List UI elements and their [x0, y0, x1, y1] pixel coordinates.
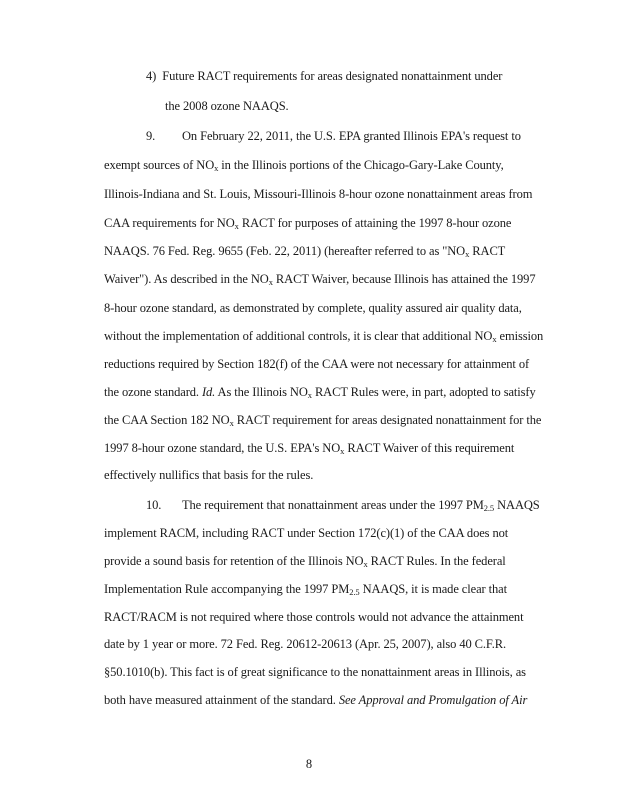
text-run: CAA requirements for NO	[104, 216, 235, 230]
text-run: NAAQS. 76 Fed. Reg. 9655 (Feb. 22, 2011) (hereafter referred to as "NO	[104, 244, 466, 258]
text-run: emission	[496, 329, 544, 343]
subscript: 2.5	[349, 587, 360, 597]
text-run: implement RACM, including RACT under Section 172(c)(1) of the CAA does not	[104, 526, 509, 540]
text-run: Waiver"). As described in the NO	[104, 272, 269, 286]
paragraph-9-line-5	[104, 243, 505, 259]
text-run: RACT Waiver of this requirement	[344, 441, 515, 455]
page-number: 8	[305, 757, 313, 771]
text-run: Future RACT requirements for areas designated nonattainment under	[162, 69, 503, 83]
text-run: both have measured attainment of the standard.	[104, 693, 339, 707]
paragraph-9-line-3	[104, 186, 532, 202]
text-run: Implementation Rule accompanying the 1997 PM	[104, 582, 350, 596]
list-item-4-continued	[165, 98, 289, 114]
paragraph-9-line-1	[146, 128, 521, 144]
text-run: §50.1010(b). This fact is of great significance to the nonattainment areas in Illinois, as	[104, 665, 526, 679]
text-run: See Approval and Promulgation of Air	[338, 693, 528, 707]
subscript: x	[465, 249, 470, 259]
paragraph-number: 10.	[146, 498, 162, 512]
paragraph-9-line-13	[104, 467, 313, 483]
list-item-4	[146, 68, 502, 84]
text-run: NAAQS, it is made clear that	[359, 582, 507, 596]
text-run: Id.	[201, 385, 216, 399]
paragraph-9-line-12	[104, 440, 514, 456]
text-run: the CAA Section 182 NO	[104, 413, 230, 427]
text-run: As the Illinois NO	[215, 385, 308, 399]
subscript: 2.5	[483, 503, 495, 513]
paragraph-9-line-7	[104, 300, 522, 316]
text-run: RACT Rules. In the federal	[367, 554, 506, 568]
subscript: x	[340, 446, 345, 456]
paragraph-10-line-3	[104, 553, 506, 569]
paragraph-10-line-6	[104, 636, 506, 652]
text-run: 8-hour ozone standard, as demonstrated by complete, quality assured air quality data,	[104, 301, 522, 315]
subscript: x	[307, 390, 312, 400]
subscript: x	[492, 334, 497, 344]
paragraph-9-line-6	[104, 271, 535, 287]
text-run: RACT for purposes of attaining the 1997 8-hour ozone	[238, 216, 512, 230]
text-run: the 2008 ozone NAAQS.	[165, 99, 289, 113]
subscript: x	[234, 221, 239, 231]
paragraph-10-line-7	[104, 664, 526, 680]
paragraph-9-line-4	[104, 215, 511, 231]
paragraph-9-line-10	[104, 384, 536, 400]
subscript: x	[229, 418, 234, 428]
paragraph-10-line-2	[104, 525, 508, 541]
paragraph-9-line-2	[104, 157, 504, 173]
paragraph-9-line-9	[104, 356, 529, 372]
text-run: 1997 8-hour ozone standard, the U.S. EPA's NO	[104, 441, 341, 455]
text-run: exempt sources of NO	[104, 158, 215, 172]
text-run: in the Illinois portions of the Chicago-Gary-Lake County,	[218, 158, 504, 172]
text-run: without the implementation of additional controls, it is clear that additional NO	[104, 329, 493, 343]
paragraph-9-line-11	[104, 412, 541, 428]
paragraph-number: 9.	[146, 129, 156, 143]
paragraph-10-line-4	[104, 581, 507, 597]
text-run: 4)	[146, 69, 157, 83]
text-run: reductions required by Section 182(f) of the CAA were not necessary for attainment of	[104, 357, 530, 371]
paragraph-10-line-1	[146, 497, 540, 513]
text-run: Illinois-Indiana and St. Louis, Missouri-Illinois 8-hour ozone nonattainment areas from	[104, 187, 533, 201]
text-run: RACT Rules were, in part, adopted to satisfy	[311, 385, 536, 399]
paragraph-10-line-8	[104, 692, 527, 708]
text-run: RACT Waiver, because Illinois has attained the 1997	[272, 272, 536, 286]
text-run: The requirement that nonattainment areas under the 1997 PM	[182, 498, 484, 512]
paragraph-9-line-8	[104, 328, 543, 344]
subscript: x	[363, 559, 368, 569]
text-run: RACT requirement for areas designated nonattainment for the	[233, 413, 542, 427]
text-run: On February 22, 2011, the U.S. EPA granted Illinois EPA's request to	[182, 129, 521, 143]
text-run: NAAQS	[494, 498, 540, 512]
text-run: date by 1 year or more. 72 Fed. Reg. 20612-20613 (Apr. 25, 2007), also 40 C.F.R.	[104, 637, 507, 651]
paragraph-10-line-5	[104, 609, 523, 625]
subscript: x	[214, 163, 219, 173]
text-run: provide a sound basis for retention of the Illinois NO	[104, 554, 364, 568]
text-run: effectively nullifics that basis for the rules.	[104, 468, 314, 482]
text-run: RACT/RACM is not required where those controls would not advance the attainment	[104, 610, 524, 624]
text-run: RACT	[469, 244, 506, 258]
subscript: x	[268, 277, 273, 287]
text-run: the ozone standard.	[104, 385, 202, 399]
